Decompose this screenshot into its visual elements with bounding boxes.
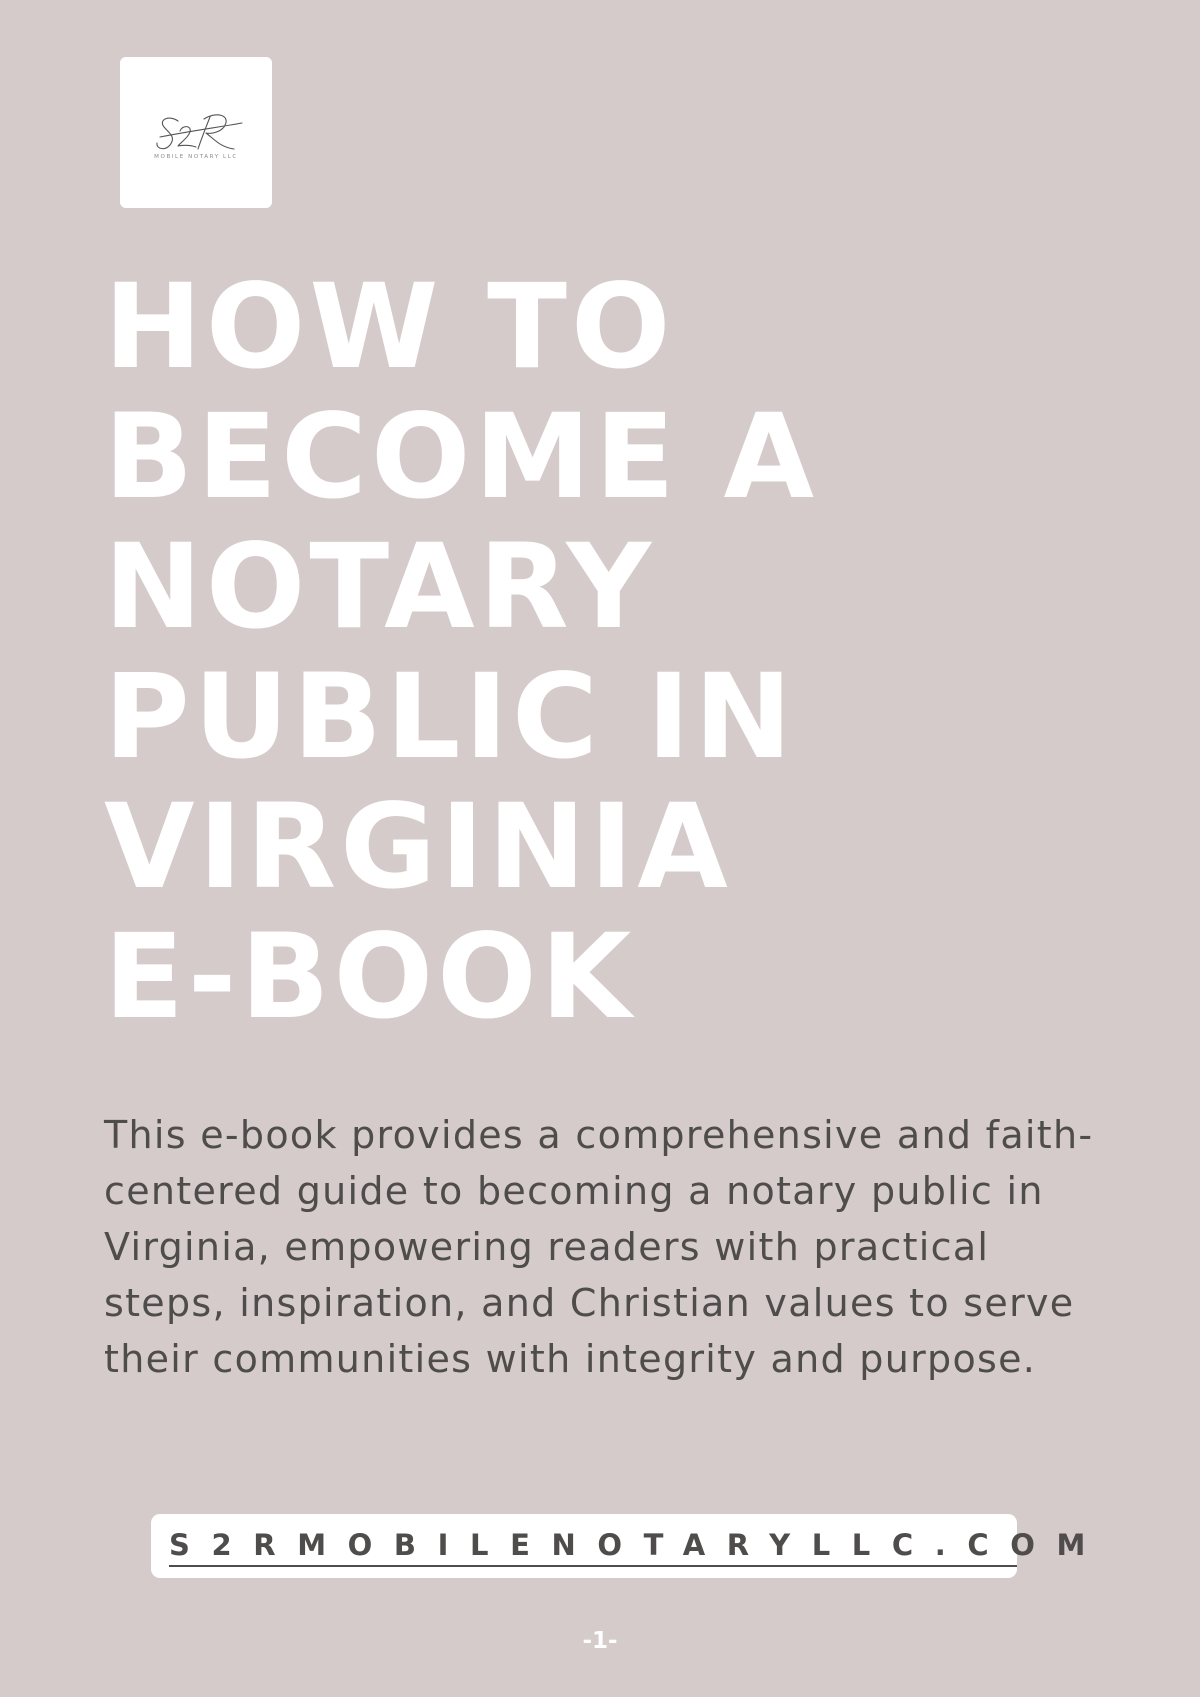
- title-line: VIRGINIA: [104, 778, 732, 915]
- title-line: HOW TO: [104, 258, 675, 395]
- title-line: BECOME A: [104, 388, 819, 525]
- logo-subtitle: MOBILE NOTARY LLC: [154, 154, 238, 160]
- description-paragraph: This e-book provides a comprehensive and faith-centered guide to becoming a notary public in Virginia, empowering readers with practical steps, inspiration, and Christian values to serve their communities with integrity and purpose.: [104, 1113, 1094, 1381]
- s2r-signature-icon: [120, 57, 272, 208]
- title-line: NOTARY: [104, 518, 656, 655]
- page-number: -1-: [582, 1628, 618, 1654]
- website-panel: [151, 1514, 1107, 1578]
- title-line: E-BOOK: [104, 908, 636, 1045]
- page-title: [104, 258, 1104, 1045]
- title-line: PUBLIC IN: [104, 648, 797, 785]
- logo: [120, 57, 272, 208]
- website-link[interactable]: S2RMOBILENOTARYLLC.COM: [169, 1528, 1107, 1562]
- website-underline: [169, 1565, 1017, 1567]
